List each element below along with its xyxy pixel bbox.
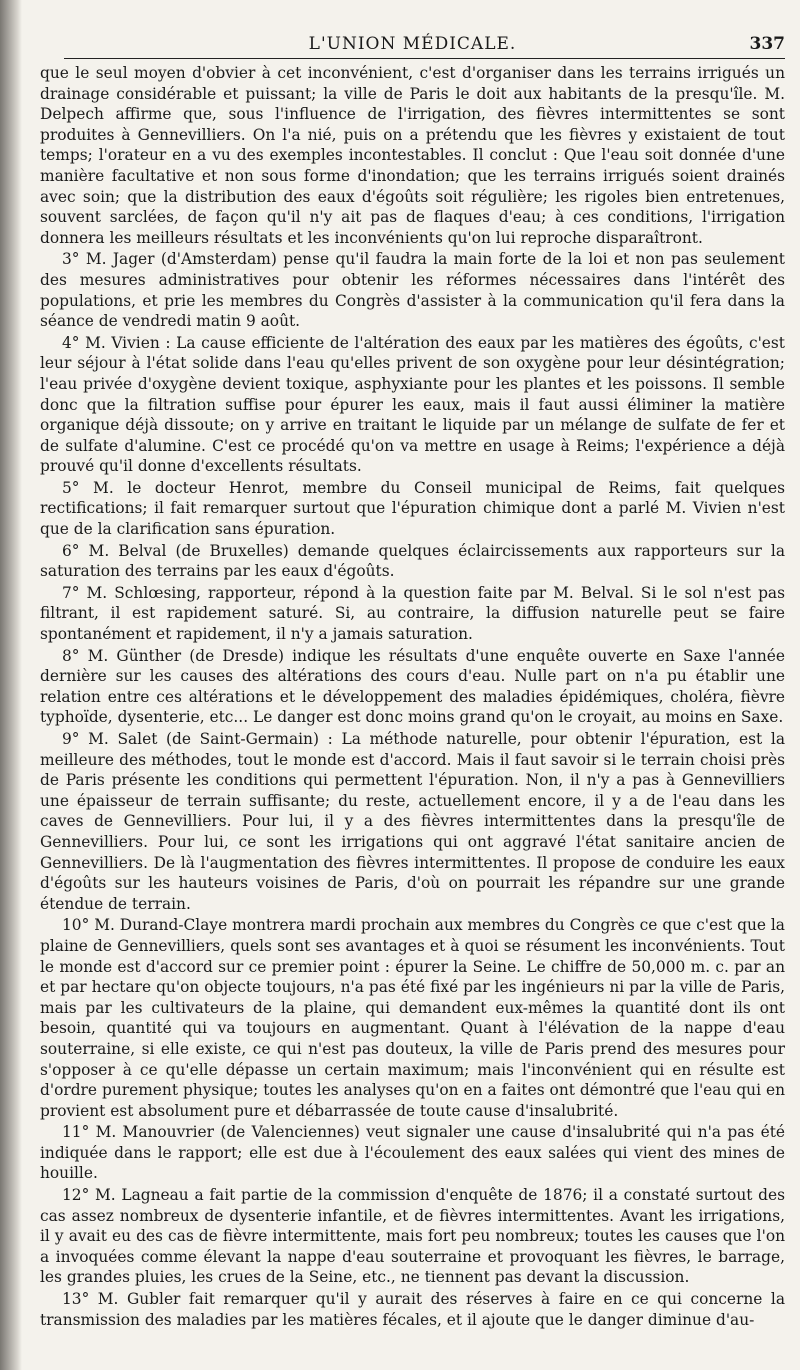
paragraph-belval: 6° M. Belval (de Bruxelles) demande quelques éclaircissements aux rapporteurs sur la saturation des terrains par les eaux d'égoûts.	[40, 541, 785, 581]
article-body	[40, 63, 785, 1330]
header-rule	[64, 58, 785, 59]
paragraph-vivien: 4° M. Vivien : La cause efficiente de l'altération des eaux par les matières des égoûts, c'est leur séjour à l'état solide dans l'eau qu'elles privent de son oxygène pour leur désintégration; l'eau privée d'oxygène devient toxique, asphyxiante pour les plantes et les poissons. Il semble donc que la filtration suffise pour épurer les eaux, mais il faut aussi éliminer la matière organique déjà dissoute; on y arrive en traitant le liquide par un mélange de sulfate de fer et de sulfate d'alumine. C'est ce procédé qu'on va mettre en usage à Reims; l'expérience a déjà prouvé qu'il donne d'excellents résultats.	[40, 333, 785, 476]
page-number: 337	[749, 34, 785, 54]
paragraph-salet: 9° M. Salet (de Saint-Germain) : La méthode naturelle, pour obtenir l'épuration, est la meilleure des méthodes, tout le monde est d'accord. Mais il faut savoir si le terrain choisi près de Paris présente les conditions qui permettent l'épuration. Non, il n'y a pas à Gennevilliers une épaisseur de terrain suffisante; du reste, actuellement encore, il y a de l'eau dans les caves de Gennevilliers. Pour lui, il y a des fièvres intermittentes dans la presqu'île de Gennevilliers. Pour lui, ce sont les irrigations qui ont aggravé l'état sanitaire ancien de Gennevilliers. De là l'augmentation des fièvres intermittentes. Il propose de conduire les eaux d'égoûts sur les hauteurs voisines de Paris, d'où on pourrait les répandre sur une grande étendue de terrain.	[40, 730, 785, 913]
paragraph-gubler: 13° M. Gubler fait remarquer qu'il y aurait des réserves à faire en ce qui concerne la transmission des maladies par les matières fécales, et il ajoute que le danger diminue d'au-	[40, 1290, 785, 1329]
paragraph-manouvrier: 11° M. Manouvrier (de Valenciennes) veut signaler une cause d'insalubrité qui n'a pas été indiquée dans le rapport; elle est due à l'écoulement des eaux salées qui vient des mines de houille.	[40, 1123, 785, 1183]
paragraph-henrot: 5° M. le docteur Henrot, membre du Conseil municipal de Reims, fait quelques rectifications; il fait remarquer surtout que l'épuration chimique dont a parlé M. Vivien n'est que de la clarification sans épuration.	[40, 478, 785, 539]
document-page	[40, 22, 785, 1362]
paragraph-jager: 3° M. Jager (d'Amsterdam) pense qu'il faudra la main forte de la loi et non pas seulement des mesures administratives pour obtenir les réformes nécessaires dans l'intérêt des populations, et prie les membres du Congrès d'assister à la communication qu'il fera dans la séance de vendredi matin 9 août.	[40, 250, 785, 331]
paragraph-gunther: 8° M. Günther (de Dresde) indique les résultats d'une enquête ouverte en Saxe l'année dernière sur les causes des altérations des cours d'eau. Nulle part on n'a pu établir une relation entre ces altérations et le développement des maladies épidémiques, choléra, fièvre typhoïde, dysenterie, etc... Le danger est donc moins grand qu'on le croyait, au moins en Saxe.	[40, 646, 785, 727]
paragraph-schloesing: 7° M. Schlœsing, rapporteur, répond à la question faite par M. Belval. Si le sol n'est pas filtrant, il est rapidement saturé. Si, au contraire, la diffusion naturelle peut se faire spontanément et rapidement, il n'y a jamais saturation.	[40, 583, 785, 644]
paragraph-durand-claye: 10° M. Durand-Claye montrera mardi prochain aux membres du Congrès ce que c'est que la plaine de Gennevilliers, quels sont ses avantages et à quoi se résument les inconvénients. Tout le monde est d'accord sur ce premier point : épurer la Seine. Le chiffre de 50,000 m. c. par an et par hectare qu'on objecte toujours, n'a pas été fixé par les ingénieurs ni par la ville de Paris, mais par les cultivateurs de la plaine, qui demandent eux-mêmes la quantité dont ils ont besoin, quantité qui va toujours en augmentant. Quant à l'élévation de la nappe d'eau souterraine, si elle existe, ce qui n'est pas douteux, la ville de Paris prend des mesures pour s'opposer à ce qu'elle dépasse un certain maximum; mais l'inconvénient qui en résulte est d'ordre purement physique; toutes les analyses qu'on en a faites ont démontré que l'eau qui en provient est absolument pure et débarrassée de toute cause d'insalubrité.	[40, 916, 785, 1120]
paragraph-lagneau: 12° M. Lagneau a fait partie de la commission d'enquête de 1876; il a constaté surtout des cas assez nombreux de dysenterie infantile, et de fièvres intermittentes. Avant les irrigations, il y avait eu des cas de fièvre intermittente, mais fort peu nombreux; toutes les causes que l'on a invoquées comme élevant la nappe d'eau souterraine et provoquant les fièvres, le barrage, les grandes pluies, les crues de la Seine, etc., ne tiennent pas devant la discussion.	[40, 1186, 785, 1287]
scan-page-edge	[0, 0, 22, 1370]
running-head	[40, 22, 785, 58]
running-title: L'UNION MÉDICALE.	[308, 34, 517, 54]
paragraph-continuation: que le seul moyen d'obvier à cet inconvénient, c'est d'organiser dans les terrains irrigués un drainage considérable et puissant; la ville de Paris le doit aux habitants de la presqu'île. M. Delpech affirme que, sous l'influence de l'irrigation, des fièvres intermittentes se sont produites à Gennevilliers. On l'a nié, puis on a prétendu que les fièvres y existaient de tout temps; l'orateur en a vu des exemples incontestables. Il conclut : Que l'eau soit donnée d'une manière facultative et non sous forme d'inondation; que les terrains irrigués soient drainés avec soin; que la distribution des eaux d'égoûts soit régulière; les rigoles bien entretenues, souvent sarclées, de façon qu'il n'y ait pas de flaques d'eau; à ces conditions, l'irrigation donnera les meilleurs résultats et les inconvénients qu'on lui reproche disparaîtront.	[40, 64, 785, 247]
